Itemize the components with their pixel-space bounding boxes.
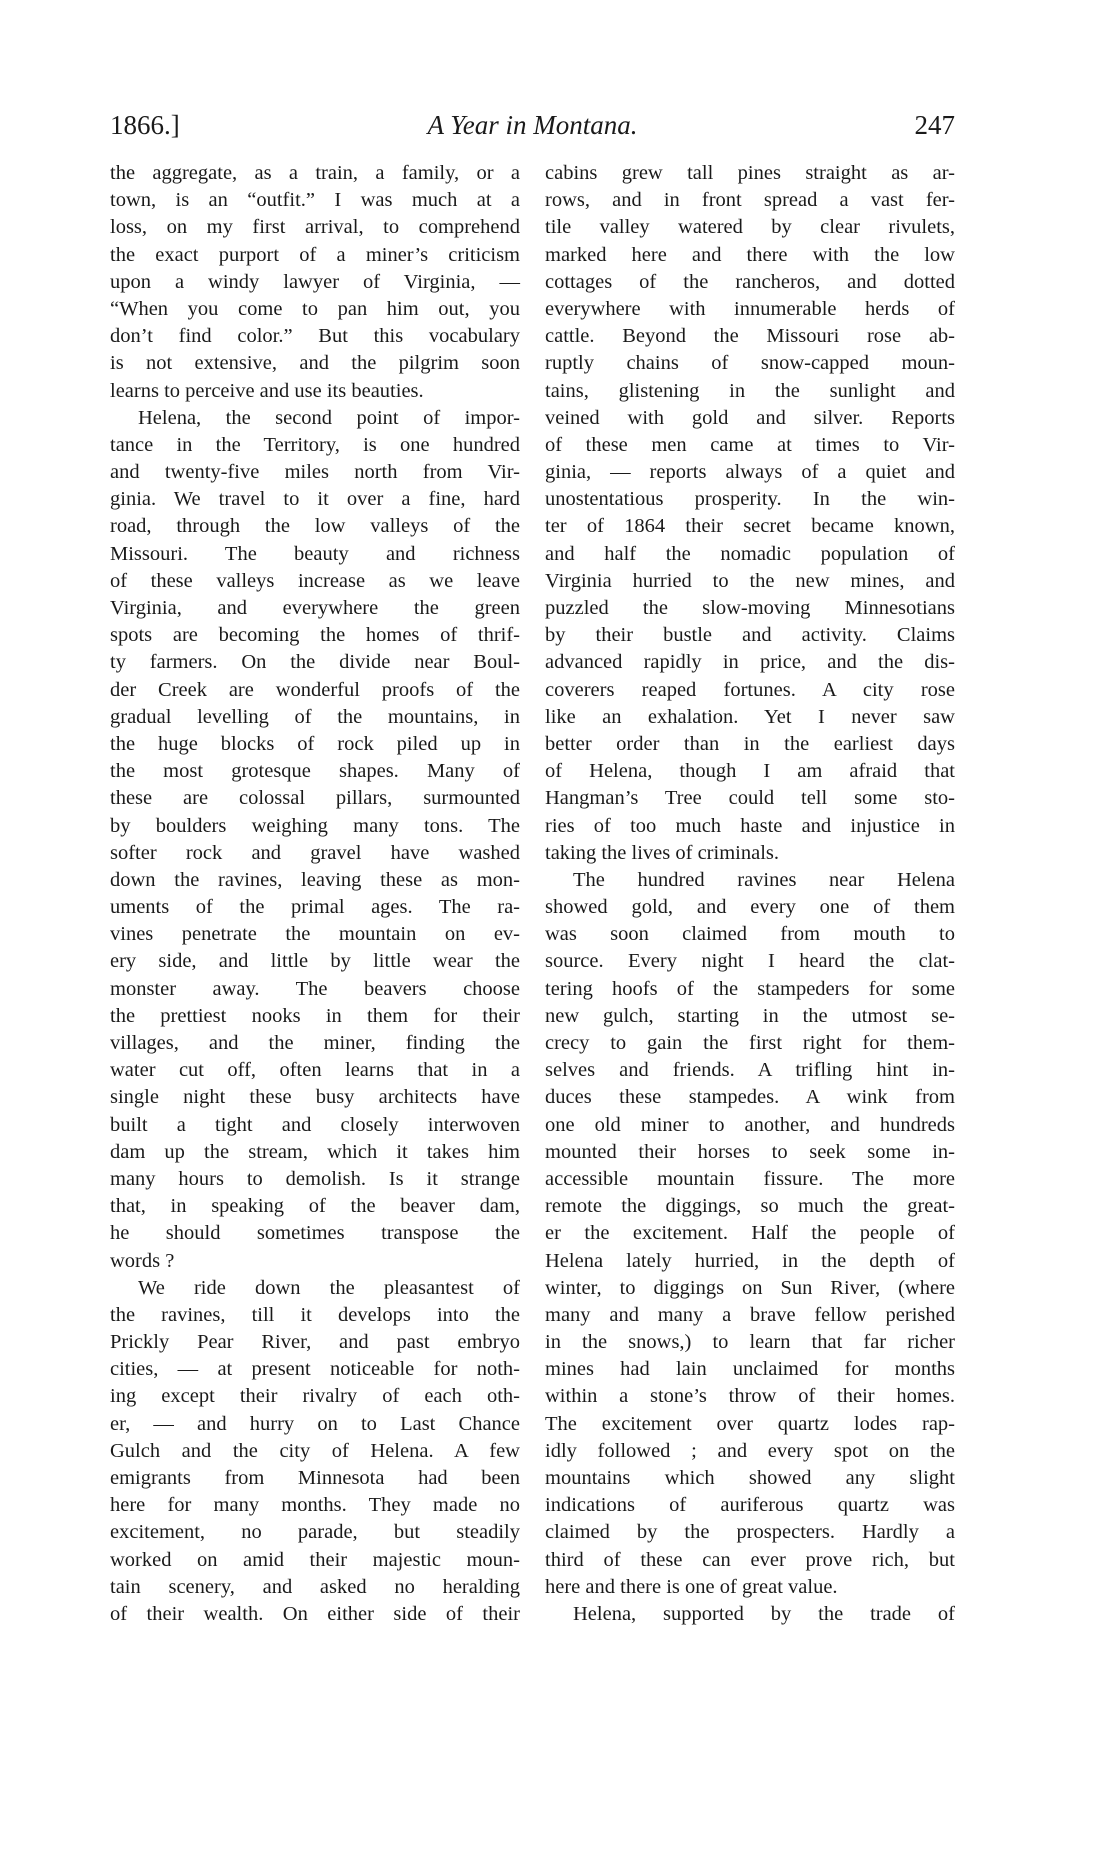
text-line: er, — and hurry on to Last Chance — [110, 1412, 520, 1435]
text-line: Virginia hurried to the new mines, and — [545, 569, 955, 592]
text-line: cabins grew tall pines straight as ar- — [545, 162, 955, 184]
text-line: marked here and there with the low — [545, 243, 955, 266]
text-line: dam up the stream, which it takes him — [110, 1140, 520, 1163]
text-line: veined with gold and silver. Reports — [545, 406, 955, 429]
text-line: mountains which showed any slight — [545, 1467, 955, 1489]
text-line: the huge blocks of rock piled up in — [110, 732, 520, 755]
text-line: tance in the Territory, is one hundred — [110, 433, 520, 456]
text-line: and twenty-five miles north from Vir- — [110, 461, 520, 484]
text-line: selves and friends. A trifling hint in- — [545, 1059, 955, 1082]
text-line: Helena lately hurried, in the depth of — [545, 1249, 955, 1272]
text-line: The hundred ravines near Helena — [573, 868, 955, 891]
text-line: better order than in the earliest days — [545, 732, 955, 755]
text-line: is not extensive, and the pilgrim soon — [110, 352, 520, 375]
text-line: many and many a brave fellow perished — [545, 1303, 955, 1326]
text-line: showed gold, and every one of them — [545, 896, 955, 919]
text-line: tile valley watered by clear rivulets, — [545, 216, 955, 239]
text-line: the prettiest nooks in them for their — [110, 1004, 520, 1027]
text-line: these are colossal pillars, surmounted — [110, 787, 520, 810]
text-line: in the snows,) to learn that far richer — [545, 1331, 955, 1354]
text-line: upon a windy lawyer of Virginia, — — [110, 270, 520, 293]
text-line: that, in speaking of the beaver dam, — [110, 1195, 520, 1218]
text-line: The excitement over quartz lodes rap- — [545, 1412, 955, 1435]
text-line: by boulders weighing many tons. The — [110, 814, 520, 837]
text-line: Hangman’s Tree could tell some sto- — [545, 787, 955, 810]
text-line: the most grotesque shapes. Many of — [110, 760, 520, 783]
text-line: was soon claimed from mouth to — [545, 923, 955, 946]
text-line: advanced rapidly in price, and the dis- — [545, 651, 955, 674]
text-line: monster away. The beavers choose — [110, 977, 520, 1000]
text-line: town, is an “outfit.” I was much at a — [110, 189, 520, 212]
text-line: We ride down the pleasantest of — [138, 1276, 520, 1299]
text-line: source. Every night I heard the clat- — [545, 950, 955, 973]
text-line: taking the lives of criminals. — [545, 841, 779, 864]
text-line: ginia, — reports always of a quiet and — [545, 461, 955, 484]
text-line: Missouri. The beauty and richness — [110, 542, 520, 565]
text-line: and half the nomadic population of — [545, 542, 955, 565]
text-line: ries of too much haste and injustice in — [545, 814, 955, 837]
text-line: single night these busy architects have — [110, 1086, 520, 1109]
header-title: A Year in Montana. — [427, 110, 638, 140]
header-year: 1866.] — [110, 110, 180, 140]
text-line: emigrants from Minnesota had been — [110, 1467, 520, 1489]
text-line: tering hoofs of the stampeders for some — [545, 977, 955, 1000]
page-number: 247 — [914, 110, 955, 140]
right-column — [545, 160, 955, 1628]
text-line: many hours to demolish. Is it strange — [110, 1167, 520, 1190]
text-line: one old miner to another, and hundreds — [545, 1113, 955, 1136]
text-line: by their bustle and activity. Claims — [545, 624, 955, 647]
text-line: cottages of the rancheros, and dotted — [545, 270, 955, 293]
text-line: worked on amid their majestic moun- — [110, 1548, 520, 1571]
text-line: road, through the low valleys of the — [110, 515, 520, 538]
text-line: Helena, the second point of impor- — [138, 406, 520, 429]
text-line: of their wealth. On either side of their — [110, 1602, 520, 1625]
text-line: cities, — at present noticeable for noth- — [110, 1358, 520, 1381]
text-line: Gulch and the city of Helena. A few — [110, 1439, 520, 1462]
text-line: he should sometimes transpose the — [110, 1222, 520, 1245]
text-line: gradual levelling of the mountains, in — [110, 705, 520, 728]
text-line: er the excitement. Half the people of — [545, 1222, 955, 1245]
text-line: the aggregate, as a train, a family, or a — [110, 162, 520, 184]
text-line: loss, on my first arrival, to comprehend — [110, 216, 520, 239]
text-line: idly followed ; and every spot on the — [545, 1439, 955, 1462]
text-line: spots are becoming the homes of thrif- — [110, 624, 520, 647]
text-line: here and there is one of great value. — [545, 1575, 838, 1598]
text-line: ing except their rivalry of each oth- — [110, 1385, 520, 1408]
text-line: villages, and the miner, finding the — [110, 1032, 520, 1054]
text-line: excitement, no parade, but steadily — [110, 1521, 520, 1544]
text-line: rows, and in front spread a vast fer- — [545, 189, 955, 212]
text-line: “When you come to pan him out, you — [110, 297, 520, 320]
text-line: remote the diggings, so much the great- — [545, 1195, 955, 1218]
text-line: mines had lain unclaimed for months — [545, 1358, 955, 1381]
text-line: here for many months. They made no — [110, 1494, 520, 1517]
text-line: built a tight and closely interwoven — [110, 1113, 520, 1136]
text-line: don’t find color.” But this vocabulary — [110, 325, 520, 348]
text-line: softer rock and gravel have washed — [110, 841, 520, 864]
text-line: Virginia, and everywhere the green — [110, 597, 520, 619]
text-line: der Creek are wonderful proofs of the — [110, 678, 520, 701]
text-line: new gulch, starting in the utmost se- — [545, 1004, 955, 1027]
text-line: ery side, and little by little wear the — [110, 950, 520, 973]
running-header — [110, 110, 955, 150]
text-line: of these men came at times to Vir- — [545, 433, 955, 456]
text-line: third of these can ever prove rich, but — [545, 1548, 955, 1571]
text-line: words ? — [110, 1249, 175, 1272]
text-line: ter of 1864 their secret became known, — [545, 515, 955, 538]
text-line: uments of the primal ages. The ra- — [110, 896, 520, 919]
text-line: ginia. We travel to it over a fine, hard — [110, 488, 520, 511]
text-line: learns to perceive and use its beauties. — [110, 379, 424, 402]
text-line: like an exhalation. Yet I never saw — [545, 705, 955, 728]
text-line: coverers reaped fortunes. A city rose — [545, 678, 955, 701]
text-line: tain scenery, and asked no heralding — [110, 1575, 520, 1598]
text-line: down the ravines, leaving these as mon- — [110, 868, 520, 891]
text-line: the exact purport of a miner’s criticism — [110, 243, 520, 266]
text-line: Prickly Pear River, and past embryo — [110, 1331, 520, 1354]
text-line: mounted their horses to seek some in- — [545, 1140, 955, 1163]
text-line: unostentatious prosperity. In the win- — [545, 488, 955, 511]
text-line: ty farmers. On the divide near Boul- — [110, 651, 520, 674]
text-line: vines penetrate the mountain on ev- — [110, 923, 520, 946]
text-line: claimed by the prospecters. Hardly a — [545, 1521, 955, 1544]
text-line: duces these stampedes. A wink from — [545, 1086, 955, 1109]
text-line: within a stone’s throw of their homes. — [545, 1385, 955, 1408]
text-line: indications of auriferous quartz was — [545, 1494, 955, 1517]
text-line: ruptly chains of snow-capped moun- — [545, 352, 955, 375]
text-line: accessible mountain fissure. The more — [545, 1167, 955, 1190]
text-line: cattle. Beyond the Missouri rose ab- — [545, 325, 955, 348]
text-line: puzzled the slow-moving Minnesotians — [545, 597, 955, 619]
text-line: tains, glistening in the sunlight and — [545, 379, 955, 402]
text-line: of Helena, though I am afraid that — [545, 760, 955, 783]
left-column — [110, 160, 520, 1628]
text-line: of these valleys increase as we leave — [110, 569, 520, 592]
text-line: the ravines, till it develops into the — [110, 1303, 520, 1326]
text-line: Helena, supported by the trade of — [573, 1602, 955, 1625]
text-line: crecy to gain the first right for them- — [545, 1032, 955, 1054]
text-line: winter, to diggings on Sun River, (where — [545, 1276, 955, 1299]
text-line: water cut off, often learns that in a — [110, 1059, 520, 1082]
text-line: everywhere with innumerable herds of — [545, 297, 955, 320]
